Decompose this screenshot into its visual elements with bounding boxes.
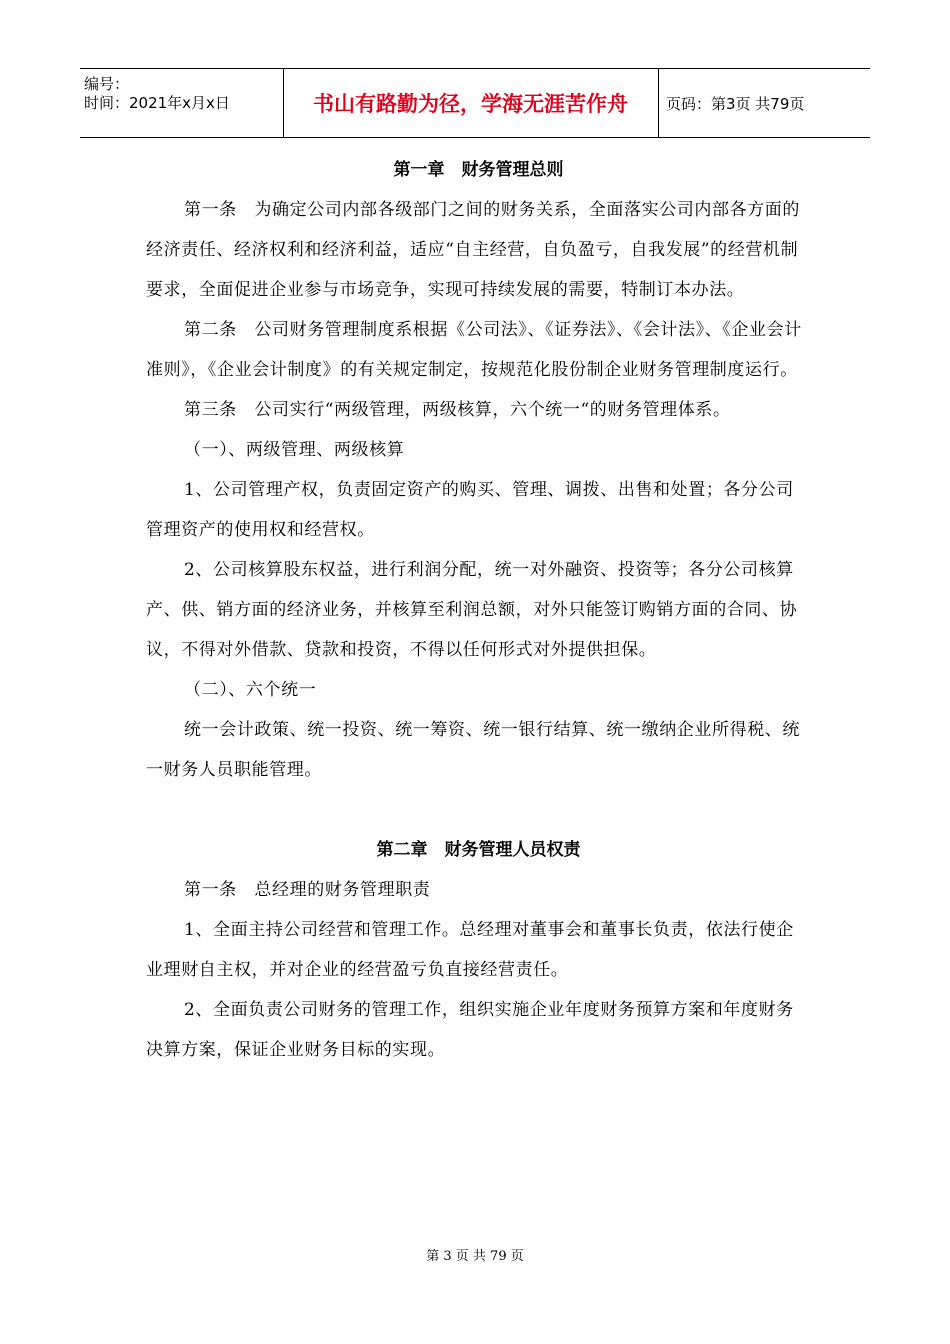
paragraph: 2、公司核算股东权益，进行利润分配，统一对外融资、投资等；各分公司核算产、供、销方面的经济业务，并核算至利润总额，对外只能签订购销方面的合同、协议，不得对外借款、贷款和投资，不得以任何形式对外提供担保。 <box>146 560 798 660</box>
document-time-label: 时间：2021年x月x日 <box>84 94 230 112</box>
paragraph: 1、公司管理产权，负责固定资产的购买、管理、调拨、出售和处置；各分公司管理资产的使用权和经营权。 <box>146 480 794 540</box>
section-spacer <box>146 790 811 830</box>
chapter-1-title: 第一章 财务管理总则 <box>393 160 564 180</box>
paragraph: （二）、六个统一 <box>184 680 317 700</box>
paragraph: （一）、两级管理、两级核算 <box>184 440 405 460</box>
paragraph: 第二条 公司财务管理制度系根据《公司法》、《证券法》、《会计法》、《企业会计准则》，《企业会计制度》的有关规定制定，按规范化股份制企业财务管理制度运行。 <box>146 320 802 380</box>
paragraph: 2、全面负责公司财务的管理工作，组织实施企业年度财务预算方案和年度财务决算方案，保证企业财务目标的实现。 <box>146 1000 794 1060</box>
paragraph: 第一条 为确定公司内部各级部门之间的财务关系，全面落实公司内部各方面的经济责任、经济权利和经济利益，适应“自主经营，自负盈亏，自我发展”的经营机制要求，全面促进企业参与市场竞争，实现可持续发展的需要，特制订本办法。 <box>146 200 800 300</box>
page-footer: 第 3 页 共 79 页 <box>426 1249 524 1264</box>
chapter-2-title: 第二章 财务管理人员权责 <box>376 840 581 860</box>
document-number-label: 编号： <box>84 75 130 93</box>
paragraph: 第三条 公司实行“两级管理，两级核算，六个统一“的财务管理体系。 <box>184 400 731 420</box>
header-motto: 书山有路勤为径，学海无涯苦作舟 <box>283 69 659 137</box>
page-header <box>80 68 870 138</box>
paragraph: 统一会计政策、统一投资、统一筹资、统一银行结算、统一缴纳企业所得税、统一财务人员职能管理。 <box>146 720 800 780</box>
header-page-info: 页码：第3页 共79页 <box>666 94 805 113</box>
paragraph: 第一条 总经理的财务管理职责 <box>184 880 431 900</box>
paragraph: 1、全面主持公司经营和管理工作。总经理对董事会和董事长负责，依法行使企业理财自主权，并对企业的经营盈亏负直接经营责任。 <box>146 920 794 980</box>
document-body <box>146 150 811 1070</box>
header-meta-cell <box>80 69 284 137</box>
